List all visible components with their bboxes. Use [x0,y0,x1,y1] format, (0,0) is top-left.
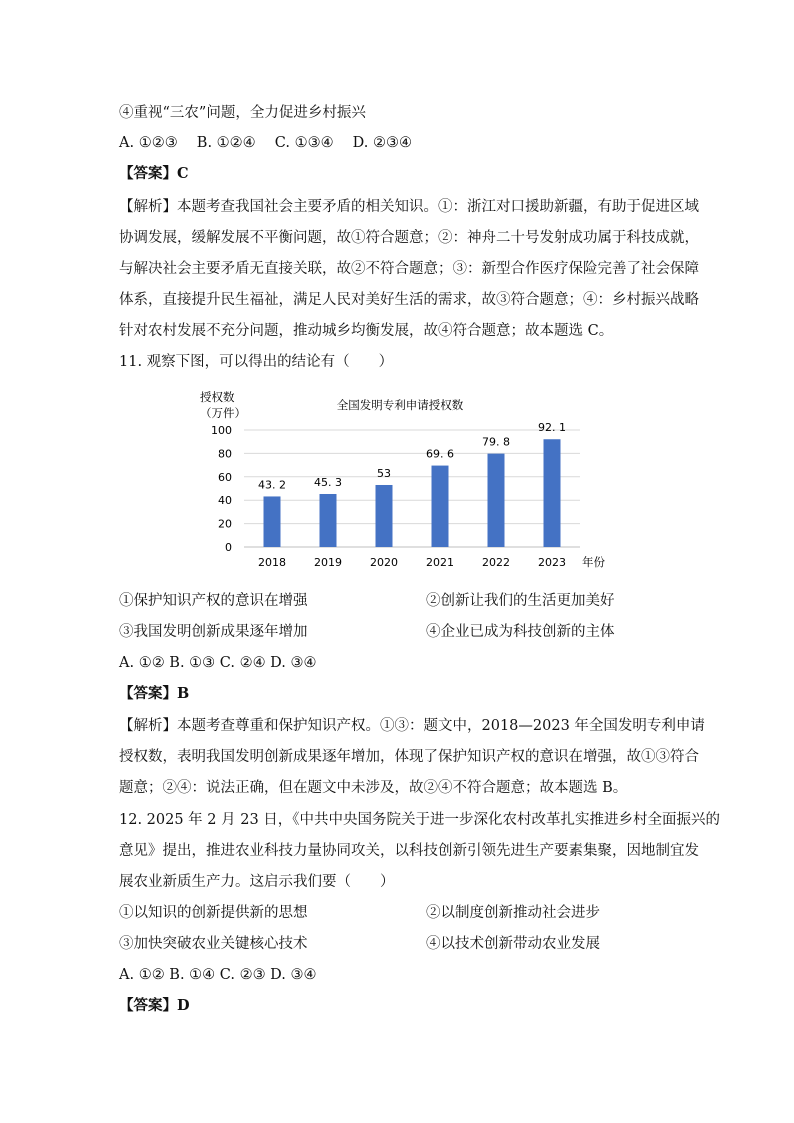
question-12-options: A. ①② B. ①④ C. ②③ D. ③④ [119,967,317,983]
question-11-item: ②创新让我们的生活更加美好 [426,593,615,609]
y-tick-label: 60 [218,470,232,484]
question-10-options: A. ①②③ B. ①②④ C. ①③④ D. ②③④ [119,135,413,151]
y-tick-label: 80 [218,447,232,461]
question-11-item: ④企业已成为科技创新的主体 [426,624,615,640]
x-tick-label: 2018 [258,556,286,569]
bar [432,466,449,547]
question-12-item: ③加快突破农业关键核心技术 [119,936,308,952]
patent-bar-chart [192,386,622,576]
question-11-item: ①保护知识产权的意识在增强 [119,593,308,609]
question-10-analysis-line: 【解析】本题考查我国社会主要矛盾的相关知识。①：浙江对口援助新疆，有助于促进区域 [119,199,699,215]
chart-title: 全国发明专利申请授权数 [336,398,464,412]
x-tick-label: 2023 [538,556,566,569]
y-axis-unit: （万件） [200,406,246,420]
x-tick-label: 2022 [482,556,510,569]
question-12-stem-line: 12. 2025 年 2 月 23 日，《中共中央国务院关于进一步深化农村改革扎实推进乡村全面振兴的 [119,812,721,828]
question-11-analysis-line: 授权数，表明我国发明创新成果逐年增加，体现了保护知识产权的意识在增强，故①③符合 [119,749,699,765]
question-10-analysis-line: 体系，直接提升民生福祉，满足人民对美好生活的需求，故③符合题意；④：乡村振兴战略 [119,292,699,308]
question-12-items-row [119,903,639,923]
chart-svg [192,386,622,576]
question-11-items-row [119,622,639,642]
data-label: 43. 2 [258,478,286,492]
question-12-item: ④以技术创新带动农业发展 [426,936,600,952]
question-10-analysis-line: 与解决社会主要矛盾无直接关联，故②不符合题意；③：新型合作医疗保险完善了社会保障 [119,261,699,277]
x-tick-label: 2019 [314,556,342,569]
question-12-item: ①以知识的创新提供新的思想 [119,905,308,921]
y-tick-label: 40 [218,494,232,508]
x-tick-label: 2020 [370,556,398,569]
y-tick-label: 100 [211,424,232,437]
question-12-stem-line: 展农业新质生产力。这启示我们要（ ） [119,874,395,890]
bar [376,485,393,547]
x-axis-label: 年份 [582,555,605,569]
y-axis-label: 授权数 [200,390,235,404]
data-label: 69. 6 [426,447,454,461]
question-12-stem-line: 意见》提出，推进农业科技力量协同攻关，以科技创新引领先进生产要素集聚，因地制宜发 [119,843,699,859]
question-11-answer: 【答案】B [119,685,190,702]
data-label: 92. 1 [538,421,566,435]
question-12-items-row [119,934,639,954]
question-12-item: ②以制度创新推动社会进步 [426,905,600,921]
bar [488,454,505,547]
question-11-analysis-line: 题意；②④：说法正确，但在题文中未涉及，故②④不符合题意；故本题选 B。 [119,780,628,796]
bar [264,496,281,547]
question-10-answer: 【答案】C [119,165,189,182]
bar [320,494,337,547]
data-label: 45. 3 [314,475,342,489]
data-label: 53 [377,466,391,480]
question-10-analysis-line: 针对农村发展不充分问题，推动城乡均衡发展，故④符合题意；故本题选 C。 [119,323,614,339]
question-10-analysis-line: 协调发展，缓解发展不平衡问题，故①符合题意；②：神舟二十号发射成功属于科技成就， [119,230,699,246]
bar [544,439,561,547]
question-11-options: A. ①② B. ①③ C. ②④ D. ③④ [119,655,317,671]
question-11-items-row [119,591,639,611]
question-11-analysis-line: 【解析】本题考查尊重和保护知识产权。①③：题文中，2018—2023 年全国发明专利申请 [119,718,705,734]
question-11-stem: 11. 观察下图，可以得出的结论有（ ） [119,354,394,370]
data-label: 79. 8 [482,435,510,449]
question-10-item-4: ④重视“三农”问题，全力促进乡村振兴 [119,105,366,121]
y-tick-label: 20 [218,517,232,531]
question-11-item: ③我国发明创新成果逐年增加 [119,624,308,640]
question-12-answer: 【答案】D [119,997,190,1014]
x-tick-label: 2021 [426,556,454,569]
y-tick-label: 0 [225,541,232,554]
